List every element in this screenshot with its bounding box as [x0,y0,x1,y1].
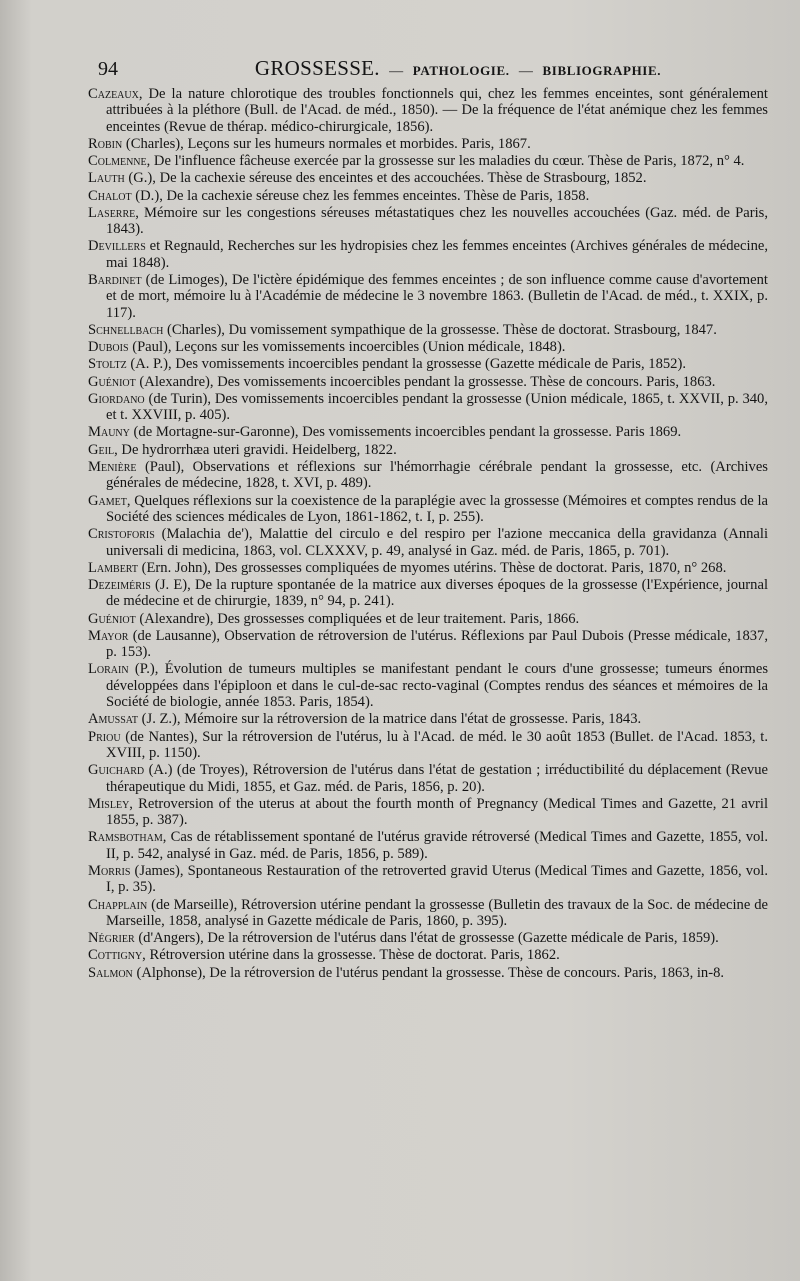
bibliography-entry [88,560,768,576]
entry-author: Bardinet [88,272,142,289]
bibliography-entry [88,374,768,390]
bibliography-entry [88,188,768,204]
entry-text: (de Limoges), De l'ictère épidémique des femmes enceintes ; de son influence comme cause d'avortement et de mort, mémoire lu à l'Académie de médecine le 3 novembre 1863. (Bulletin de l'Acad. de méd., t. XXIX, p. 117). [106,272,768,321]
bibliography-entry [88,577,768,610]
entry-author: Chapplain [88,896,148,913]
entry-author: Misley, [88,795,133,812]
entry-text: Retroversion of the uterus at about the fourth month of Pregnancy (Medical Times and Gazette, 21 avril 1855, p. 387). [106,795,768,829]
entry-text: (Charles), Leçons sur les humeurs normales et morbides. Paris, 1867. [125,136,531,153]
bibliography-entry [88,493,768,526]
entry-author: Priou [88,728,121,745]
entry-text: (d'Angers), De la rétroversion de l'utérus dans l'état de grossesse (Gazette médicale de Paris, 1859). [138,930,719,947]
entry-author: Amussat [88,711,138,728]
entry-author: Laserre, [88,204,139,221]
entry-author: Geil, [88,441,118,458]
bibliography-entry [88,711,768,727]
entry-author: Menière [88,458,137,475]
entry-author: Cottigny, [88,947,146,964]
entry-text: (Alphonse), De la rétroversion de l'utérus pendant la grossesse. Thèse de concours. Paris, 1863, in-8. [136,964,725,981]
entry-text: (G.), De la cachexie séreuse des enceintes et des accouchées. Thèse de Strasbourg, 1852. [128,170,647,187]
entry-text: (D.), De la cachexie séreuse chez les femmes enceintes. Thèse de Paris, 1858. [135,187,590,204]
entry-text: (Alexandre), Des grossesses compliquées et de leur traitement. Paris, 1866. [139,610,580,627]
bibliography-entry [88,796,768,829]
entry-author: Devillers [88,238,146,255]
bibliography-entry [88,947,768,963]
entry-author: Guichard [88,762,145,779]
head-dash: — [518,64,534,79]
entry-author: Dubois [88,339,129,356]
bibliography-entry [88,339,768,355]
bibliography-list [88,86,768,981]
entry-text: (J. E), De la rupture spontanée de la matrice aux diverses époques de la grossesse (l'Expérience, journal de médecine et de chirurgie, 1839, n° 94, p. 241). [106,576,768,610]
entry-text: (Paul), Leçons sur les vomissements incoercibles (Union médicale, 1848). [132,339,566,356]
entry-author: Guéniot [88,373,136,390]
entry-text: (Malachia de'), Malattie del circulo e del respiro per l'azione meccanica della gravidanza (Annali universali di medicina, 1863, vol. CLXXXV, p. 49, analysé in Gaz. méd. de Paris, 1865, p. 701). [106,526,769,559]
bibliography-entry [88,729,768,762]
bibliography-entry [88,897,768,930]
entry-text: Mémoire sur les congestions séreuses métastatiques chez les nouvelles accouchées (Gaz. méd. de Paris, 1843). [106,204,768,238]
bibliography-entry [88,661,768,710]
entry-author: Giordano [88,390,145,407]
entry-text: (de Lausanne), Observation de rétroversion de l'utérus. Réflexions par Paul Dubois (Presse médicale, 1837, p. 153). [106,627,768,661]
entry-text: (A. P.), Des vomissements incoercibles pendant la grossesse (Gazette médicale de Paris, 1852). [130,356,686,373]
entry-text: (Alexandre), Des vomissements incoercibles pendant la grossesse. Thèse de concours. Paris, 1863. [139,373,716,390]
entry-text: Rétroversion utérine dans la grossesse. Thèse de doctorat. Paris, 1862. [149,947,560,964]
bibliography-entry [88,863,768,896]
entry-author: Cazeaux, [88,86,143,102]
entry-text: (A.) (de Troyes), Rétroversion de l'utérus dans l'état de gestation ; irréductibilité du déplacement (Revue thérapeutique du Midi, 1855, et Gaz. méd. de Paris, 1856, p. 20). [106,762,768,795]
entry-author: Mauny [88,424,130,441]
entry-author: Salmon [88,964,133,981]
entry-author: Ramsbotham, [88,829,167,846]
entry-author: Colmenne, [88,153,151,170]
head-section: PATHOLOGIE. [412,63,510,78]
entry-text: Cas de rétablissement spontané de l'utérus gravide rétroversé (Medical Times and Gazette, 1855, vol. II, p. 542, analysé in Gaz. méd. de Paris, 1856, p. 589). [106,829,768,862]
bibliography-entry [88,442,768,458]
bibliography-entry [88,526,768,559]
entry-author: Chalot [88,187,132,204]
entry-author: Lauth [88,170,125,187]
bibliography-entry [88,170,768,186]
entry-author: Stoltz [88,356,127,373]
entry-author: Gamet, [88,492,131,509]
page-number: 94 [98,58,118,80]
bibliography-entry [88,829,768,862]
entry-text: (P.), Évolution de tumeurs multiples se manifestant pendant le cours d'une grossesse; tumeurs énormes développées dans l'épiploon et dans le cul-de-sac recto-vaginal (Comptes rendus des séances et mémoires de la Société de biologie, année 1853. Paris, 1854). [106,661,769,711]
bibliography-entry [88,356,768,372]
entry-text: (James), Spontaneous Restauration of the retroverted gravid Uterus (Medical Times and Gazette, 1856, vol. I, p. 35). [106,863,768,896]
bibliography-entry [88,611,768,627]
bibliography-entry [88,238,768,271]
entry-text: (de Mortagne-sur-Garonne), Des vomissements incoercibles pendant la grossesse. Paris 1869. [133,424,682,441]
entry-author: Morris [88,863,131,879]
entry-text: (Charles), Du vomissement sympathique de la grossesse. Thèse de doctorat. Strasbourg, 1847. [167,322,717,339]
entry-author: Lorain [88,661,129,678]
head-subsection: BIBLIOGRAPHIE. [542,63,662,78]
bibliography-entry [88,205,768,238]
bibliography-entry [88,762,768,795]
entry-author: Dezeiméris [88,576,151,593]
head-dash: — [389,64,404,79]
bibliography-entry [88,153,768,169]
bibliography-entry [88,459,768,492]
bibliography-entry [88,322,768,338]
bibliography-entry [88,136,768,152]
entry-author: Cristoforis [88,526,155,543]
entry-text: (de Marseille), Rétroversion utérine pendant la grossesse (Bulletin des travaux de la Soc. de médecine de Marseille, 1858, analysé in Gazette médicale de Paris, 1860, p. 395). [106,896,768,930]
entry-text: (Ern. John), Des grossesses compliquées de myomes utérins. Thèse de doctorat. Paris, 1870, n° 268. [141,559,727,576]
entry-text: De la nature chlorotique des troubles fonctionnels qui, chez les femmes enceintes, sont généralement attribuées à la pléthore (Bull. de l'Acad. de méd., 1850). — De la fréquence de l'état anémique chez les femmes enceintes (Revue de thérap. médico-chirurgicale, 1856). [106,86,768,135]
entry-author: Négrier [88,930,135,947]
entry-text: (de Turin), Des vomissements incoercibles pendant la grossesse (Union médicale, 1865, t. XXVII, p. 340, et t. XXVIII, p. 405). [106,390,768,424]
bibliography-entry [88,424,768,440]
entry-text: De hydrorrhæa uteri gravidi. Heidelberg, 1822. [121,441,397,458]
entry-text: et Regnauld, Recherches sur les hydropisies chez les femmes enceintes (Archives générales de médecine, mai 1848). [106,238,768,271]
entry-author: Schnellbach [88,322,164,339]
entry-author: Mayor [88,627,129,644]
bibliography-entry [88,86,768,135]
entry-text: (J. Z.), Mémoire sur la rétroversion de la matrice dans l'état de grossesse. Paris, 1843. [141,711,642,728]
bibliography-entry [88,391,768,424]
bibliography-entry [88,272,768,321]
entry-author: Lambert [88,559,138,576]
running-head [88,52,768,86]
running-title [255,52,661,81]
entry-author: Robin [88,136,123,153]
bibliography-entry [88,930,768,946]
bibliography-entry [88,965,768,981]
entry-text: De l'influence fâcheuse exercée par la grossesse sur les maladies du cœur. Thèse de Paris, 1872, n° 4. [153,153,745,170]
entry-text: Quelques réflexions sur la coexistence de la paraplégie avec la grossesse (Mémoires et comptes rendus de la Société des sciences médicales de Lyon, 1861-1862, t. I, p. 255). [106,492,768,525]
bibliography-entry [88,628,768,661]
entry-text: (Paul), Observations et réflexions sur l'hémorrhagie cérébrale pendant la grossesse, etc. (Archives générales de médecine, 1828, t. XVI, p. 489). [106,458,768,492]
entry-author: Guéniot [88,610,136,627]
head-title-main: GROSSESSE. [254,56,380,80]
entry-text: (de Nantes), Sur la rétroversion de l'utérus, lu à l'Acad. de méd. le 30 août 1853 (Bullet. de l'Acad. 1853, t. XVIII, p. 1150). [106,728,769,761]
